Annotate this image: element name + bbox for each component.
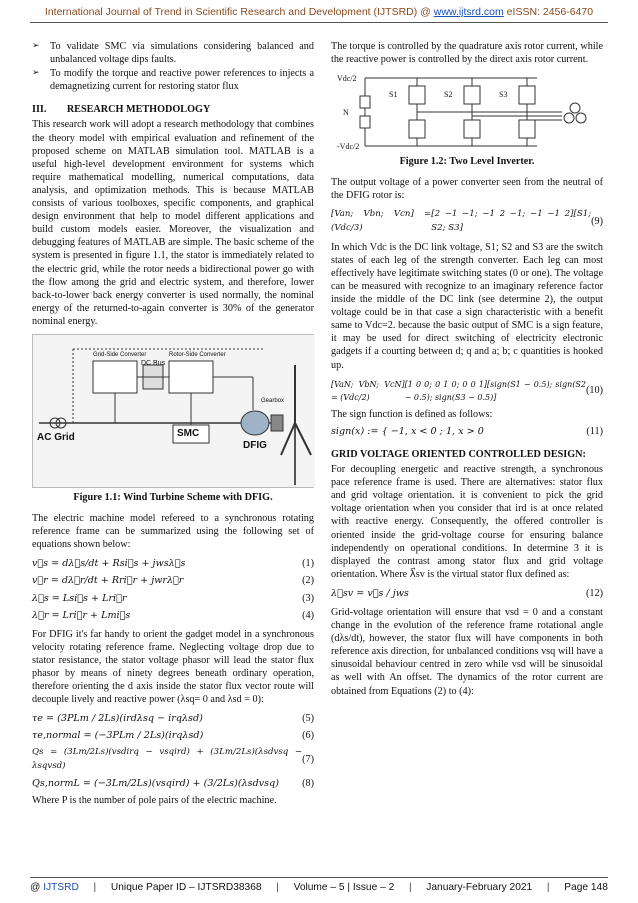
paragraph: Where P is the number of pole pairs of the electric machine.: [32, 794, 277, 806]
equation: τe,normal = (−3PLm / 2Ls)(irqλsd) (6): [32, 730, 314, 742]
journal-link[interactable]: www.ijtsrd.com: [433, 6, 504, 18]
paragraph: The sign function is defined as follows:: [331, 408, 493, 420]
equation-matrix: [2 −1 −1; −1 2 −1; −1 −1 2][S1; S2; S3]: [431, 209, 592, 233]
paragraph: The electric machine model refereed to a synchronous rotating reference frame can be summarized using the following set of equations shown below:: [32, 513, 314, 551]
volume-issue: Volume – 5 | Issue – 2: [293, 882, 395, 893]
equation: λ⃗s = Lsi⃗s + Lri⃗r (3): [32, 592, 314, 604]
grid-converter-label: Grid-Side Converter: [93, 351, 147, 358]
section-heading: III. RESEARCH METHODOLOGY: [32, 104, 211, 116]
figure-wind-turbine: [32, 334, 314, 488]
bullet-item: ➢ To modify the torque and reactive power references to injects a demagnetizing current for restoring stator flux: [32, 68, 314, 93]
paragraph: Grid-voltage orientation will ensure that vsd = 0 and a constant change in the evolution of the reference frame rotational angle (dλs/dt), however, the stator flux will have components in both reference axis direction, for unbalanced conditions vsq will have a sinusoidal behaviour centred in zero while vsd will be sinusoidal as well with An offset. The dynamics of the rotor current are obtained from Equations (2) to (4):: [331, 607, 603, 697]
smc-label: SMC: [177, 427, 200, 439]
equation: [VaN; VbN; VcN] = (Vdc/2) [1 0 0; 0 1 0; 0 0 1][sign(S1 − 0.5); sign(S2 − 0.5); sign(S3 − 0.5)] (10): [331, 378, 603, 404]
left-column: [32, 40, 314, 813]
paragraph: For DFIG it's far handy to orient the gadget model in a synchronous velocity rotating reference frame. Neglecting voltage drop due to stator resistance, the stator voltage phasor will lead the stator flux phasor by means of ninety degrees beneath ordinary operation, therefore orienting the d axis inside the stator flux vector route will decouple lively and reactive power (λsq= 0 and λsd = 0):: [32, 628, 314, 706]
s2-label: S2: [444, 90, 453, 100]
paragraph: The output voltage of a power converter seen from the neutral of the DFIG rotor is:: [331, 177, 603, 202]
header-issn: eISSN: 2456-6470: [503, 6, 594, 18]
equation: τe = (3PLm / 2Ls)(irdλsq − irqλsd) (5): [32, 713, 314, 725]
right-column: [331, 40, 603, 704]
ac-grid-label: AC Grid: [37, 431, 75, 443]
vdc-pos-label: Vdc/2: [337, 74, 357, 84]
dfig-label: DFIG: [243, 439, 267, 451]
equation: Qs,normL = (−3Lm/2Ls)(vsqird) + (3/2Ls)(λsdvsq) (8): [32, 777, 314, 789]
equation: [Van; Vbn; Vcn] = (Vdc/3) [2 −1 −1; −1 2 −1; −1 −1 2][S1; S2; S3] (9): [331, 208, 603, 234]
dc-bus-label: DC Bus: [141, 359, 166, 367]
equation-lhs: [Van; Vbn; Vcn] = (Vdc/3): [331, 209, 432, 233]
section-heading: GRID VOLTAGE ORIENTED CONTROLLED DESIGN:: [331, 448, 586, 460]
equation-lhs: [VaN; VbN; VcN] = (Vdc/2): [331, 379, 405, 402]
ijtsrd-link[interactable]: IJTSRD: [43, 882, 79, 893]
header-rule: [30, 22, 608, 23]
s3-label: S3: [499, 90, 508, 100]
page-number: Page 148: [564, 882, 608, 893]
equation: Qs = (3Lm/2Ls)(vsdirq − vsqird) + (3Lm/2Ls)(λsdvsq − λsqvsd) (7): [32, 747, 314, 771]
paragraph: The torque is controlled by the quadrature axis rotor current, while the reactive power is controlled by the direct axis rotor current.: [331, 41, 603, 66]
figure-two-level-inverter: [337, 72, 597, 152]
s1-label: S1: [389, 90, 398, 100]
paragraph: This research work will adopt a research methodology that combines the theory model with empirical evaluation and refinement of the proposed scheme on MATLAB simulation tool. MATLAB is a useful high-level development environment for systems which require mathematical modelling, numerical computations, data analysis, and optimization methods. This is because MATLAB consists of various toolboxes, specific components, and graphical design environment that help to model different applications and build custom models easier. Moreover, the visualization and debugging features of MATLAB are simple. The basic scheme of the system is presented in figure 1.1, the stator is immediately related to the electric grid, while the rotor needs a bidirectional power go with the flow among the grid and electric system, and therefore, lower back-to-lower back energy converter is used normally, the nominal energy of the returned-to-again converter is 30% of the generator nominal energy.: [32, 119, 314, 327]
equation: λ⃗sv = v⃗s / jws (12): [331, 587, 603, 599]
footer-rule: [30, 877, 608, 878]
figure-caption: Figure 1.1: Wind Turbine Scheme with DFIG.: [73, 491, 273, 503]
paragraph: For decoupling energetic and reactive strength, a synchronous pace reference frame is used. There are alternatives: stator flux and grid voltage orientation. it is convenient to pick the grid voltage orientation when you consider that ird is at once related with reactive energy. Consequently, the offered controller is oriented inside the grid-voltage course for ensuring balance independently on operational conditions. In determine 3 it is displayed the contrast among stator flux and grid voltage orientation. Where λ⃗sv is the virtual stator flux defined as:: [331, 464, 603, 580]
inverter-diagram: [337, 72, 597, 152]
header-text: International Journal of Trend in Scientific Research and Development (IJTSRD) @: [44, 6, 434, 18]
bullet-item: ➢ To validate SMC via simulations considering balanced and unbalanced voltage dips faults.: [32, 41, 314, 66]
figure-caption: Figure 1.2: Two Level Inverter.: [399, 156, 535, 168]
equation-matrix: [1 0 0; 0 1 0; 0 0 1][sign(S1 − 0.5); sign(S2 − 0.5); sign(S3 − 0.5)]: [404, 379, 587, 402]
arrow-bullet-icon: ➢: [32, 68, 40, 79]
rotor-converter-label: Rotor-Side Converter: [169, 351, 226, 358]
equation: v⃗s = dλ⃗s/dt + Rsi⃗s + jwsλ⃗s (1): [32, 558, 314, 570]
equation: λ⃗r = Lri⃗r + Lmi⃗s (4): [32, 609, 314, 621]
footer-brand: @ IJTSRD: [30, 882, 79, 893]
equation: v⃗r = dλ⃗r/dt + Rri⃗r + jwrλ⃗r (2): [32, 575, 314, 587]
footer: @ IJTSRD | Unique Paper ID – IJTSRD38368 | Volume – 5 | Issue – 2 | January-February 2021 | Page 148: [30, 882, 608, 893]
issue-date: January-February 2021: [426, 882, 533, 893]
equation: sign(x) := { −1, x < 0 ; 1, x > 0 (11): [331, 425, 603, 437]
vdc-neg-label: -Vdc/2: [337, 142, 360, 152]
neutral-label: N: [343, 108, 349, 118]
paper-id: Unique Paper ID – IJTSRD38368: [110, 882, 262, 893]
arrow-bullet-icon: ➢: [32, 41, 40, 51]
paragraph: In which Vdc is the DC link voltage, S1; S2 and S3 are the switch states of each leg of the strength converter. Each leg can most effectively have legitimate switching states (0 or one). The voltage can be measured with recognize to an imaginary reference factor inside the middle of the DC link (see determine 2), the output voltage could be in that case a sign characteristic with a benefit same to Vdc=2. because the basic output of SMC is a sign feature, it may be used for direct switching of electricity electronic gadgets if a courting between d; q and a; b; c quantities is hooked up.: [331, 241, 603, 371]
gearbox-label: Gearbox: [261, 397, 285, 404]
journal-header: [0, 6, 638, 18]
